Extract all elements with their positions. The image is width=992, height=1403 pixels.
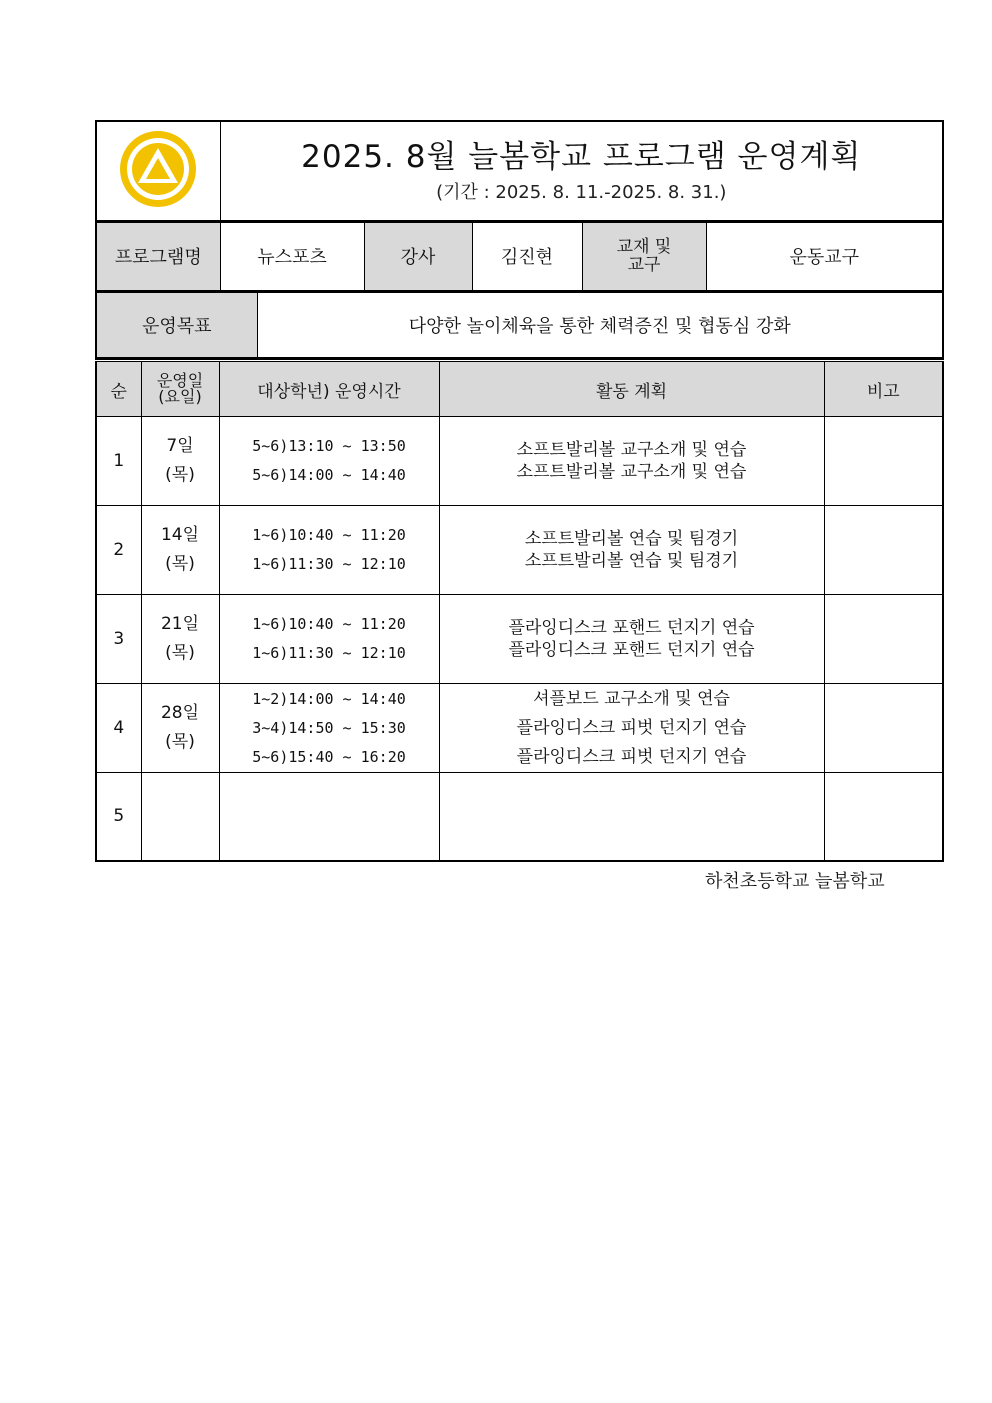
program-value: 뉴스포츠 — [220, 223, 364, 291]
row-note — [824, 595, 943, 684]
row-activities: 플라잉디스크 포핸드 던지기 연습 플라잉디스크 포핸드 던지기 연습 — [439, 595, 824, 684]
row-times: 1~2)14:00 ~ 14:40 3~4)14:50 ~ 15:30 5~6)15:40 ~ 16:20 — [219, 684, 439, 773]
instructor-value: 김진현 — [472, 223, 582, 291]
row-times: 1~6)10:40 ~ 11:20 1~6)11:30 ~ 12:10 — [219, 595, 439, 684]
row-date: 28일 (목) — [141, 684, 219, 773]
schedule-table — [95, 359, 944, 862]
header-table — [95, 120, 944, 222]
materials-label: 교재 및 교구 — [582, 223, 706, 291]
page-title: 2025. 8월 늘봄학교 프로그램 운영계획 — [301, 139, 862, 175]
row-times: 1~6)10:40 ~ 11:20 1~6)11:30 ~ 12:10 — [219, 506, 439, 595]
header-no: 순 — [96, 361, 141, 417]
row-no: 5 — [96, 773, 141, 861]
logo-cell — [96, 121, 220, 221]
row-activities — [439, 773, 824, 861]
header-time: 대상학년) 운영시간 — [219, 361, 439, 417]
row-activities: 소프트발리볼 교구소개 및 연습 소프트발리볼 교구소개 및 연습 — [439, 417, 824, 506]
row-date: 14일 (목) — [141, 506, 219, 595]
row-activities: 셔플보드 교구소개 및 연습 플라잉디스크 피벗 던지기 연습 플라잉디스크 피벗 던지기 연습 — [439, 684, 824, 773]
table-row — [96, 417, 943, 506]
period-text: (기간 : 2025. 8. 11.-2025. 8. 31.) — [436, 182, 727, 203]
materials-value: 운동교구 — [706, 223, 943, 291]
goal-table — [95, 292, 944, 360]
program-label: 프로그램명 — [96, 223, 220, 291]
header-activity: 활동 계획 — [439, 361, 824, 417]
row-date — [141, 773, 219, 861]
row-note — [824, 506, 943, 595]
goal-label: 운영목표 — [96, 292, 257, 358]
schedule-header-row — [96, 361, 943, 417]
row-times — [219, 773, 439, 861]
document — [95, 120, 944, 862]
goal-value: 다양한 놀이체육을 통한 체력증진 및 협동심 강화 — [257, 292, 943, 358]
row-no: 1 — [96, 417, 141, 506]
row-note — [824, 684, 943, 773]
title-cell — [220, 121, 943, 221]
table-row — [96, 684, 943, 773]
row-note — [824, 417, 943, 506]
header-note: 비고 — [824, 361, 943, 417]
row-note — [824, 773, 943, 861]
table-row — [96, 506, 943, 595]
row-date: 21일 (목) — [141, 595, 219, 684]
row-date: 7일 (목) — [141, 417, 219, 506]
school-logo-icon — [115, 126, 201, 212]
table-row — [96, 595, 943, 684]
info-table — [95, 222, 944, 292]
header-date: 운영일 (요일) — [141, 361, 219, 417]
row-no: 2 — [96, 506, 141, 595]
row-activities: 소프트발리볼 연습 및 팀경기 소프트발리볼 연습 및 팀경기 — [439, 506, 824, 595]
row-no: 4 — [96, 684, 141, 773]
instructor-label: 강사 — [364, 223, 472, 291]
row-no: 3 — [96, 595, 141, 684]
table-row — [96, 773, 943, 861]
row-times: 5~6)13:10 ~ 13:50 5~6)14:00 ~ 14:40 — [219, 417, 439, 506]
school-footer: 하천초등학교 늘봄학교 — [705, 871, 885, 892]
